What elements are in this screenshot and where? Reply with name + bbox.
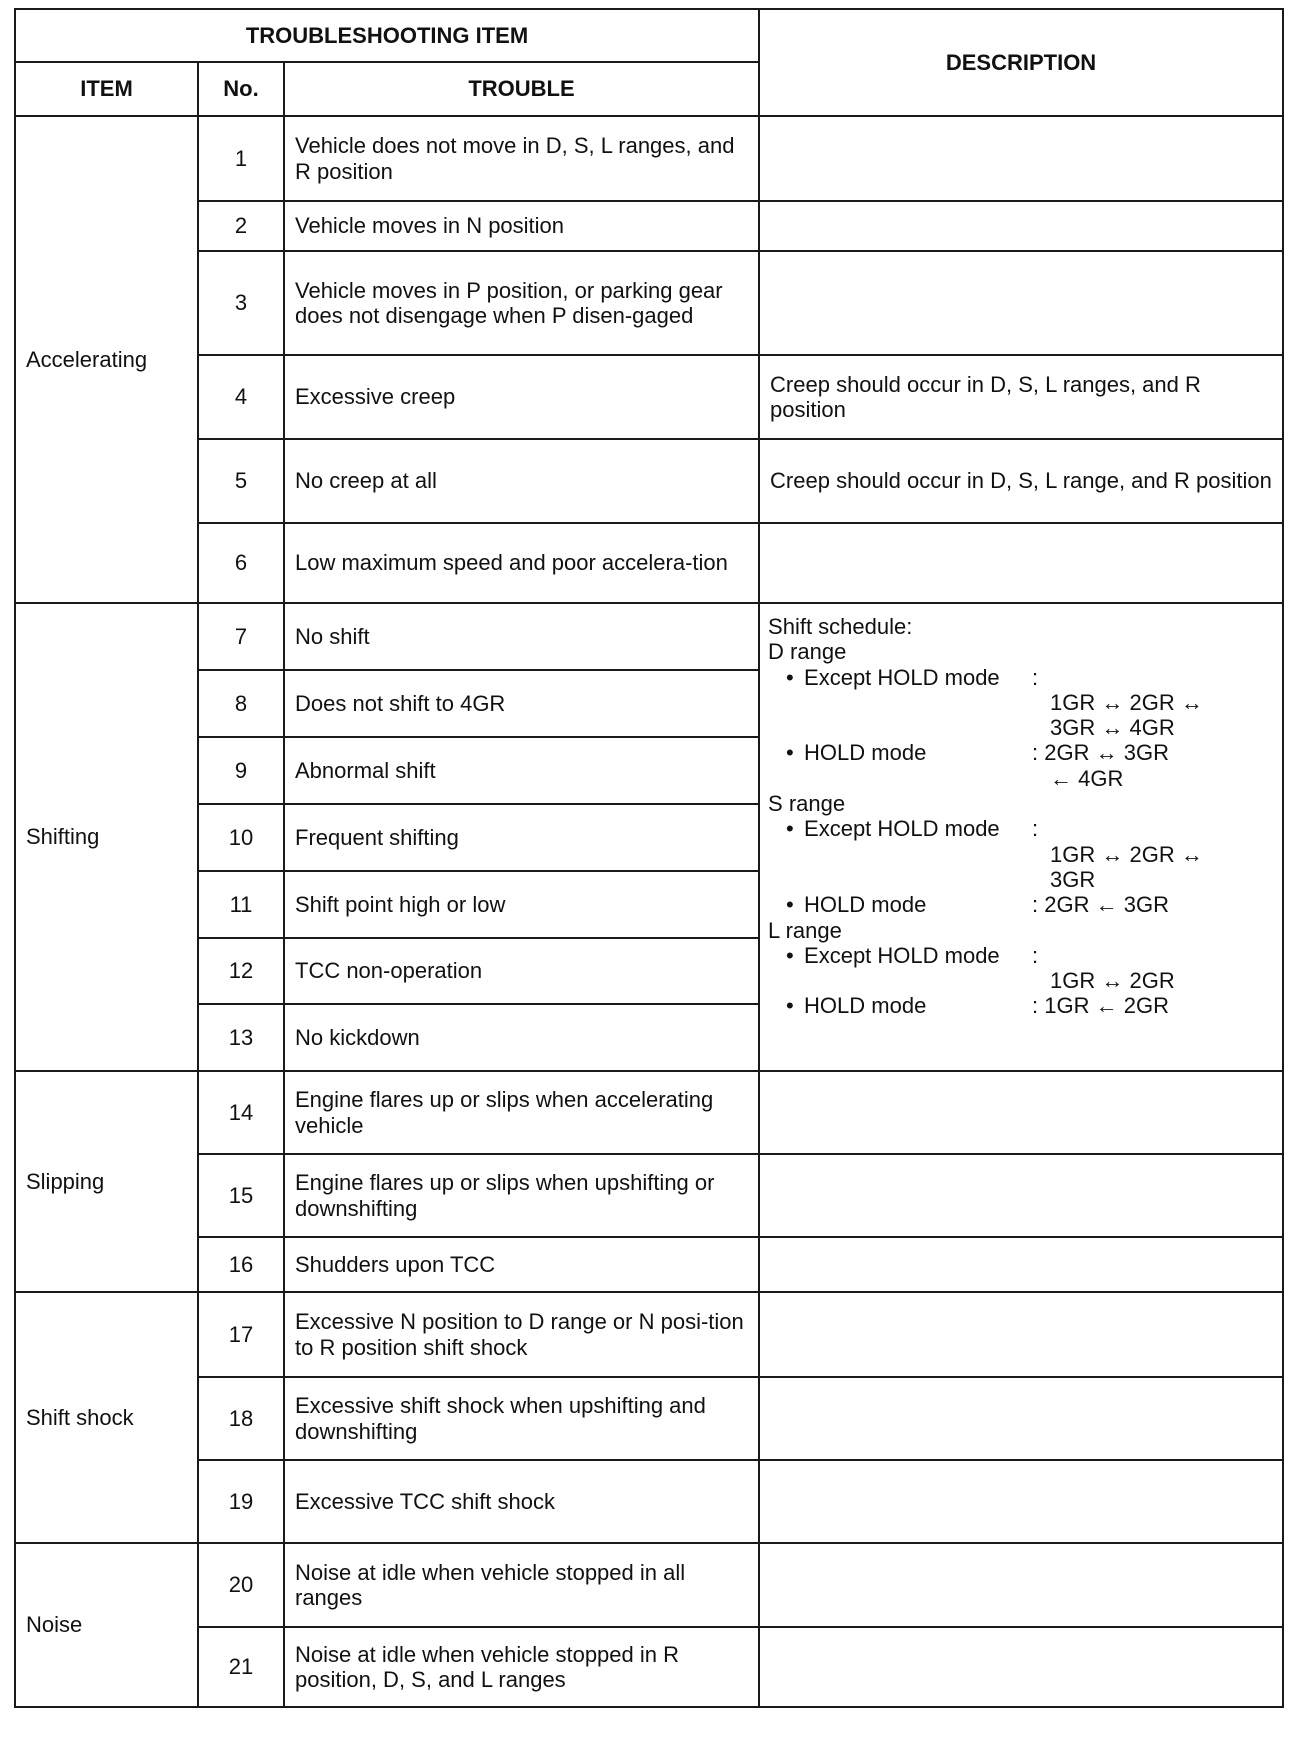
bullet-icon: • xyxy=(786,664,794,690)
trouble-text: Vehicle moves in N position xyxy=(284,201,759,251)
except-hold-label: Except HOLD mode xyxy=(804,816,1000,842)
group-accelerating: Accelerating xyxy=(15,116,198,603)
trouble-text: No kickdown xyxy=(284,1004,759,1071)
bullet-icon: • xyxy=(786,993,794,1019)
d-range-except-hold xyxy=(768,665,1272,690)
l-range-except-hold xyxy=(768,943,1272,968)
table-row xyxy=(15,1154,1283,1237)
group-shift-shock: Shift shock xyxy=(15,1292,198,1543)
trouble-text: Shift point high or low xyxy=(284,871,759,938)
l-range-hold xyxy=(768,993,1272,1018)
row-number: 3 xyxy=(198,251,284,355)
row-number: 13 xyxy=(198,1004,284,1071)
except-hold-label: Except HOLD mode xyxy=(804,664,1000,690)
description-text xyxy=(759,251,1283,355)
table-row xyxy=(15,1460,1283,1543)
d-range-hold xyxy=(768,740,1272,765)
d-range-except-value-1: 1GR ↔ 2GR ↔ xyxy=(1050,689,1203,715)
s-range-except-hold xyxy=(768,816,1272,841)
troubleshooting-table-container xyxy=(14,8,1284,1708)
group-noise: Noise xyxy=(15,1543,198,1707)
description-text xyxy=(759,1292,1283,1377)
row-number: 9 xyxy=(198,737,284,804)
bullet-icon: • xyxy=(786,892,794,918)
trouble-text: Excessive creep xyxy=(284,355,759,439)
troubleshooting-table xyxy=(14,8,1284,1708)
l-range-label: L range xyxy=(768,917,842,943)
trouble-text: Does not shift to 4GR xyxy=(284,670,759,737)
hold-value: : 1GR ← 2GR xyxy=(1032,993,1169,1019)
trouble-text: Excessive TCC shift shock xyxy=(284,1460,759,1543)
s-range-label: S range xyxy=(768,791,846,817)
trouble-text: Shudders upon TCC xyxy=(284,1237,759,1292)
header-row-1 xyxy=(15,9,1283,62)
description-text xyxy=(759,1627,1283,1707)
d-range-except-value-2: 3GR ↔ 4GR xyxy=(1050,715,1175,741)
trouble-text: TCC non-operation xyxy=(284,938,759,1004)
table-body xyxy=(15,116,1283,1707)
table-row xyxy=(15,1377,1283,1460)
shift-schedule-title: Shift schedule: xyxy=(768,614,913,639)
trouble-text: Vehicle moves in P position, or parking gear does not disengage when P disen-gaged xyxy=(284,251,759,355)
trouble-text: Frequent shifting xyxy=(284,804,759,871)
trouble-text: Vehicle does not move in D, S, L ranges, and R position xyxy=(284,116,759,201)
item-header: ITEM xyxy=(15,62,198,116)
description-header: DESCRIPTION xyxy=(759,9,1283,116)
description-text xyxy=(759,1543,1283,1627)
hold-value: : 2GR ← 3GR xyxy=(1032,892,1169,918)
no-header: No. xyxy=(198,62,284,116)
description-text: Creep should occur in D, S, L ranges, and R position xyxy=(759,355,1283,439)
trouble-text: Engine flares up or slips when upshifting or downshifting xyxy=(284,1154,759,1237)
group-shifting: Shifting xyxy=(15,603,198,1071)
s-range-except-value-2: 3GR xyxy=(1050,866,1096,892)
troubleshooting-item-header: TROUBLESHOOTING ITEM xyxy=(15,9,759,62)
bullet-icon: • xyxy=(786,816,794,842)
trouble-text: Low maximum speed and poor accelera-tion xyxy=(284,523,759,603)
row-number: 15 xyxy=(198,1154,284,1237)
trouble-text: Noise at idle when vehicle stopped in R position, D, S, and L ranges xyxy=(284,1627,759,1707)
d-range-label: D range xyxy=(768,639,847,665)
separator: : xyxy=(1032,942,1039,968)
except-hold-label: Except HOLD mode xyxy=(804,942,1000,968)
description-text xyxy=(759,523,1283,603)
row-number: 6 xyxy=(198,523,284,603)
table-row xyxy=(15,523,1283,603)
table-header xyxy=(15,9,1283,116)
row-number: 19 xyxy=(198,1460,284,1543)
group-slipping: Slipping xyxy=(15,1071,198,1292)
table-row xyxy=(15,1292,1283,1377)
description-text xyxy=(759,116,1283,201)
row-number: 7 xyxy=(198,603,284,670)
row-number: 8 xyxy=(198,670,284,737)
hold-label: HOLD mode xyxy=(804,892,927,918)
table-row xyxy=(15,439,1283,523)
description-text xyxy=(759,1154,1283,1237)
row-number: 1 xyxy=(198,116,284,201)
description-text xyxy=(759,1071,1283,1154)
table-row xyxy=(15,116,1283,201)
separator: : xyxy=(1032,664,1039,690)
description-text xyxy=(759,201,1283,251)
row-number: 16 xyxy=(198,1237,284,1292)
trouble-text: No creep at all xyxy=(284,439,759,523)
row-number: 14 xyxy=(198,1071,284,1154)
row-number: 12 xyxy=(198,938,284,1004)
trouble-text: No shift xyxy=(284,603,759,670)
s-range-hold xyxy=(768,892,1272,917)
row-number: 20 xyxy=(198,1543,284,1627)
description-text xyxy=(759,1377,1283,1460)
table-row xyxy=(15,603,1283,670)
row-number: 18 xyxy=(198,1377,284,1460)
shift-schedule-description xyxy=(759,603,1283,1071)
description-text xyxy=(759,1237,1283,1292)
row-number: 4 xyxy=(198,355,284,439)
table-row xyxy=(15,1237,1283,1292)
hold-value: : 2GR ↔ 3GR xyxy=(1032,740,1169,766)
description-text xyxy=(759,1460,1283,1543)
table-row xyxy=(15,1627,1283,1707)
trouble-header: TROUBLE xyxy=(284,62,759,116)
row-number: 2 xyxy=(198,201,284,251)
bullet-icon: • xyxy=(786,942,794,968)
hold-label: HOLD mode xyxy=(804,740,927,766)
trouble-text: Excessive N position to D range or N posi-tion to R position shift shock xyxy=(284,1292,759,1377)
trouble-text: Abnormal shift xyxy=(284,737,759,804)
s-range-except-value-1: 1GR ↔ 2GR ↔ xyxy=(1050,841,1203,867)
trouble-text: Engine flares up or slips when accelerating vehicle xyxy=(284,1071,759,1154)
row-number: 11 xyxy=(198,871,284,938)
l-range-except-value-1: 1GR ↔ 2GR xyxy=(1050,968,1175,994)
hold-label: HOLD mode xyxy=(804,993,927,1019)
trouble-text: Excessive shift shock when upshifting and downshifting xyxy=(284,1377,759,1460)
bullet-icon: • xyxy=(786,740,794,766)
d-range-hold-value-2: ← 4GR xyxy=(1050,765,1124,791)
description-text: Creep should occur in D, S, L range, and R position xyxy=(759,439,1283,523)
row-number: 17 xyxy=(198,1292,284,1377)
separator: : xyxy=(1032,816,1039,842)
table-row xyxy=(15,355,1283,439)
table-row xyxy=(15,1071,1283,1154)
row-number: 5 xyxy=(198,439,284,523)
row-number: 21 xyxy=(198,1627,284,1707)
table-row xyxy=(15,1543,1283,1627)
table-row xyxy=(15,251,1283,355)
row-number: 10 xyxy=(198,804,284,871)
table-row xyxy=(15,201,1283,251)
trouble-text: Noise at idle when vehicle stopped in all ranges xyxy=(284,1543,759,1627)
